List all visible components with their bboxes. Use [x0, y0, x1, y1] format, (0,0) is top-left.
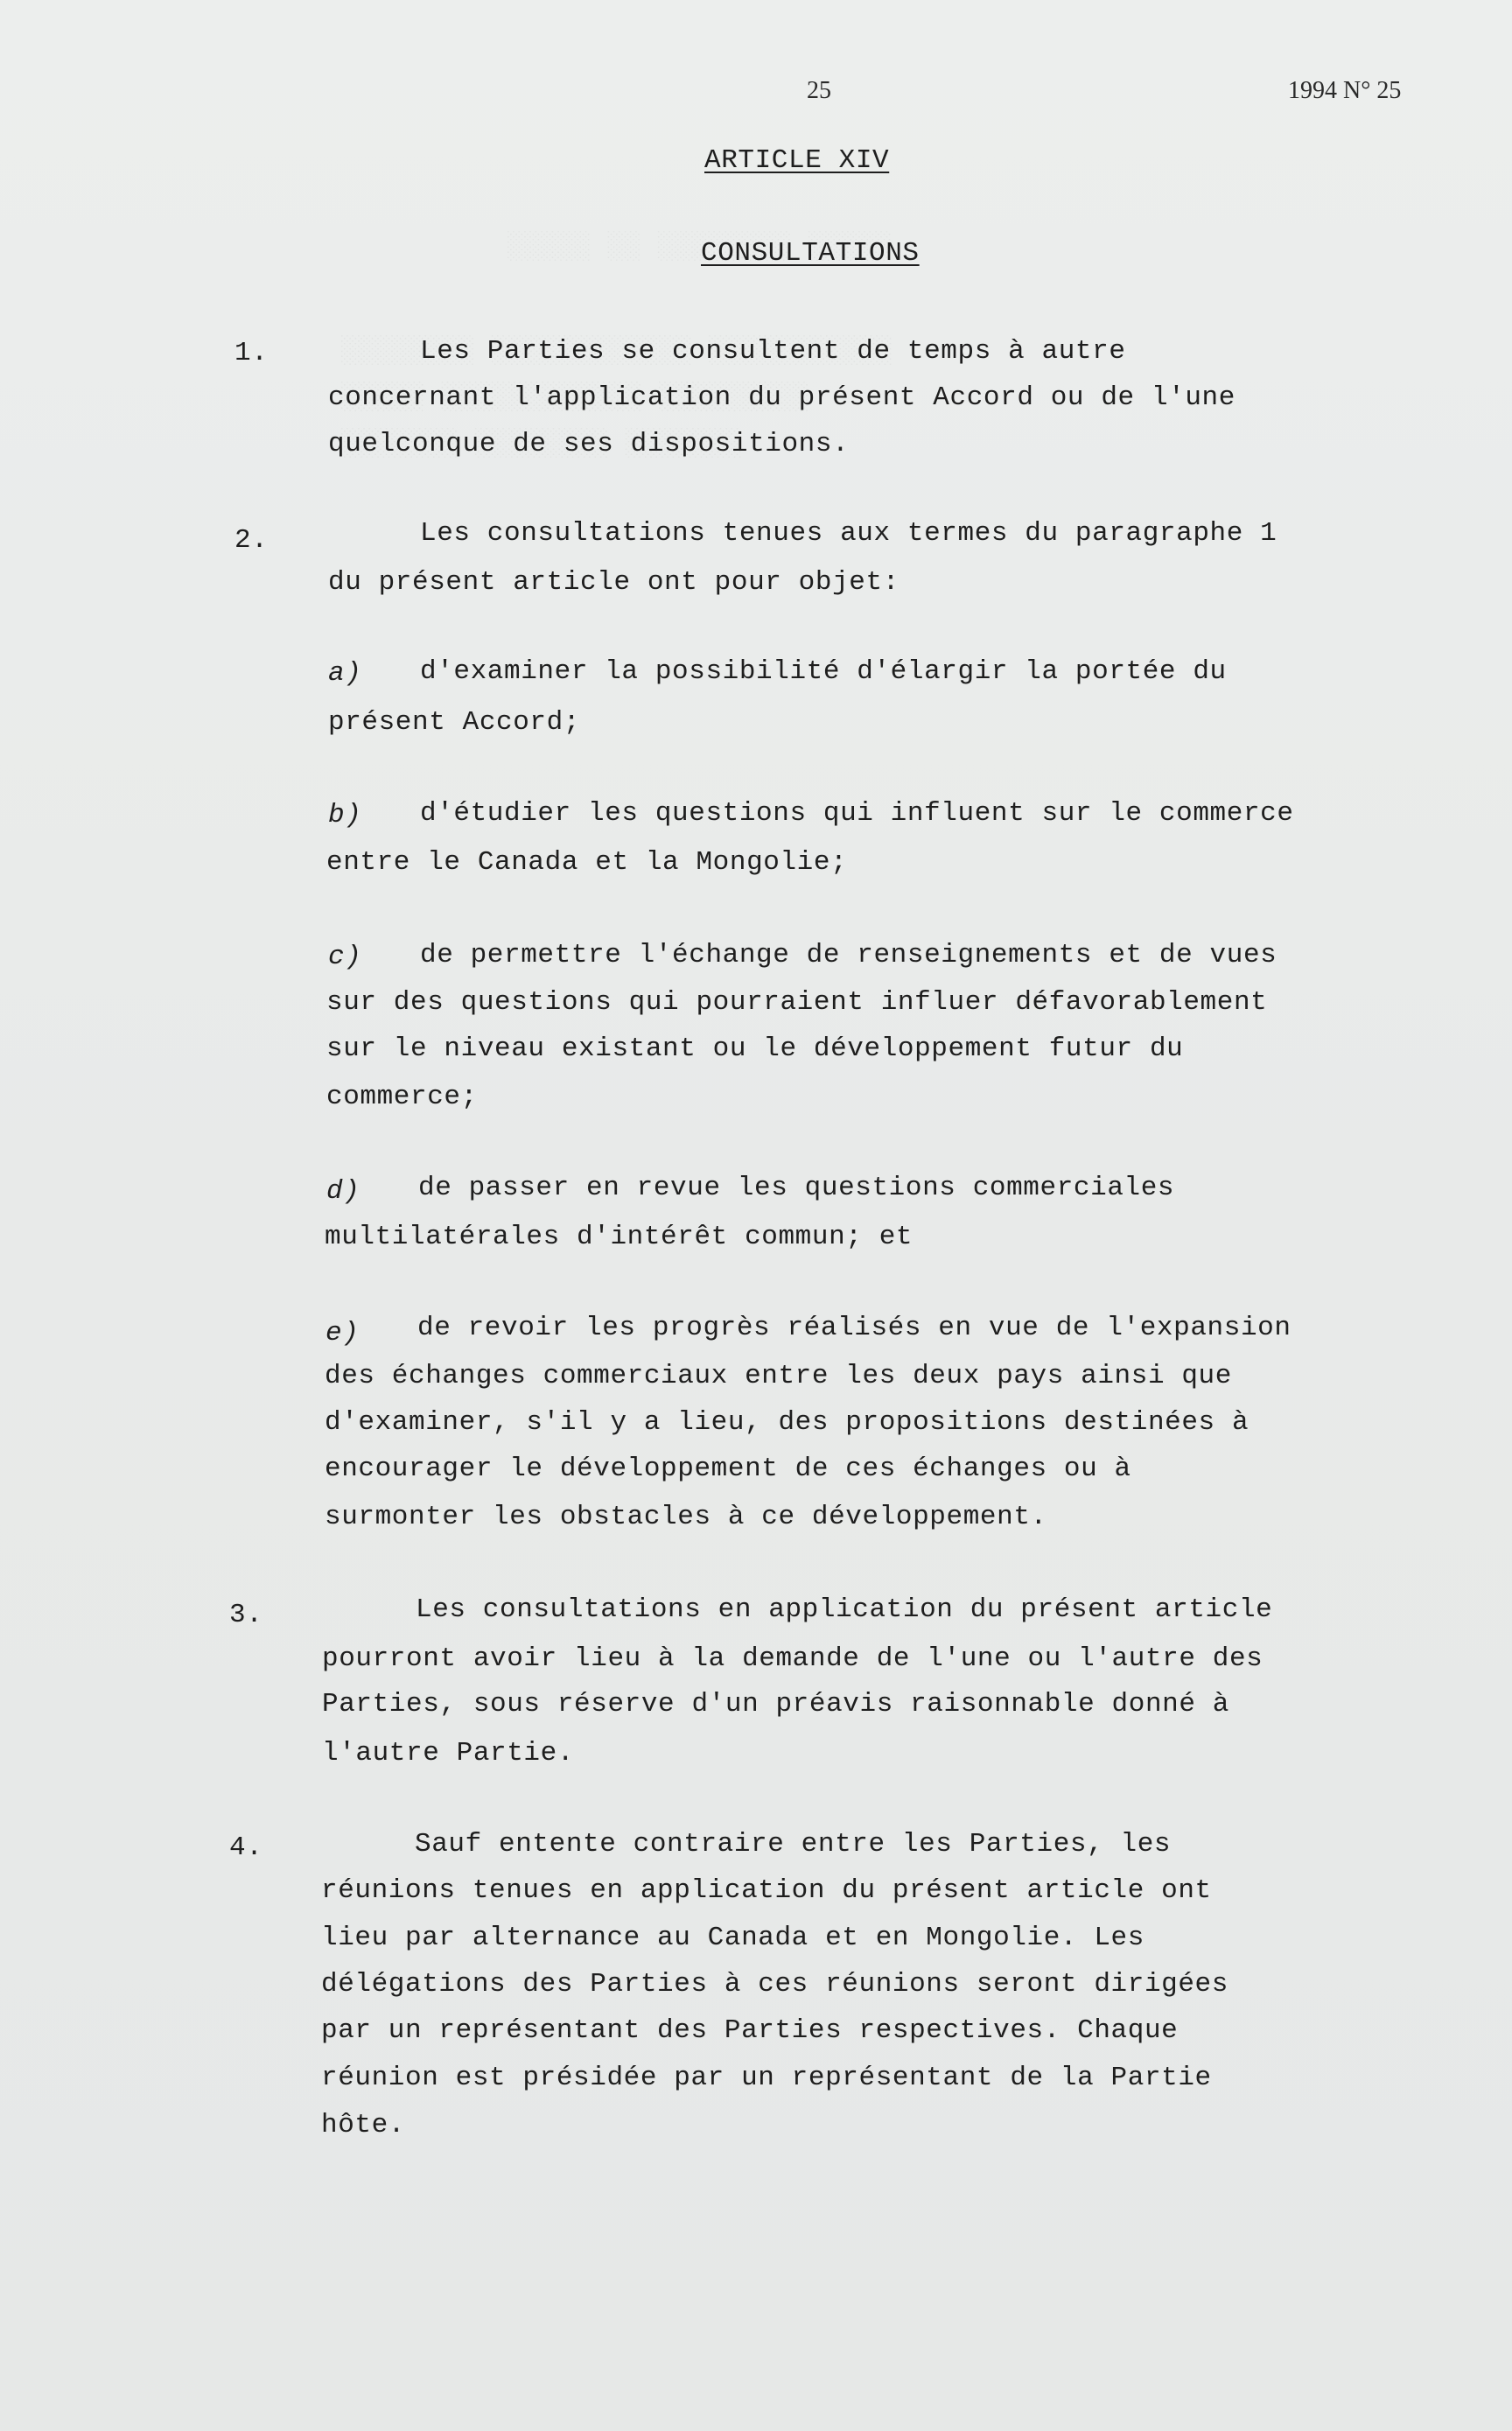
paragraph-line: Sauf entente contraire entre les Parties, les — [415, 1829, 1172, 1860]
paragraph-line: Les Parties se consultent de temps à autre — [420, 336, 1126, 367]
paragraph-line: hôte. — [321, 2110, 406, 2140]
item-line: de passer en revue les questions commerciales — [418, 1173, 1175, 1203]
paragraph-line: réunions tenues en application du présent article ont — [321, 1875, 1212, 1906]
item-letter: e) — [326, 1318, 360, 1349]
paragraph-number: 4. — [229, 1832, 263, 1863]
item-line: présent Accord; — [328, 707, 581, 738]
paragraph-number: 2. — [234, 525, 269, 556]
paragraph-line: du présent article ont pour objet: — [328, 567, 900, 598]
item-line: sur le niveau existant ou le développement futur du — [326, 1033, 1184, 1064]
article-heading: ARTICLE XIV — [704, 145, 890, 176]
paragraph-line: concernant l'application du présent Accord ou de l'une — [328, 382, 1236, 413]
paragraph-line: lieu par alternance au Canada et en Mongolie. Les — [321, 1923, 1144, 1953]
paragraph-line: Les consultations tenues aux termes du paragraphe 1 — [420, 518, 1278, 549]
paragraph-number: 1. — [234, 338, 269, 368]
item-letter: d) — [326, 1176, 360, 1207]
item-line: surmonter les obstacles à ce développement. — [325, 1502, 1047, 1532]
paragraph-line: quelconque de ses dispositions. — [328, 429, 850, 459]
item-line: multilatérales d'intérêt commun; et — [325, 1222, 914, 1252]
item-line: des échanges commerciaux entre les deux pays ainsi que — [325, 1361, 1232, 1391]
paragraph-number: 3. — [229, 1600, 263, 1630]
item-line: commerce; — [326, 1082, 478, 1112]
item-line: encourager le développement de ces échanges ou à — [325, 1454, 1131, 1484]
item-letter: c) — [328, 942, 362, 972]
item-line: de permettre l'échange de renseignements et de vues — [420, 940, 1278, 970]
paragraph-line: Les consultations en application du présent article — [416, 1594, 1273, 1625]
article-subheading: CONSULTATIONS — [701, 238, 920, 269]
item-line: entre le Canada et la Mongolie; — [326, 847, 848, 878]
item-letter: a) — [328, 658, 362, 689]
paragraph-line: délégations des Parties à ces réunions seront dirigées — [321, 1969, 1228, 2000]
paragraph-line: l'autre Partie. — [322, 1738, 575, 1769]
paragraph-line: réunion est présidée par un représentant de la Partie — [321, 2063, 1212, 2093]
page-number: 25 — [807, 77, 831, 104]
paragraph-line: pourront avoir lieu à la demande de l'une ou l'autre des — [322, 1643, 1264, 1674]
item-line: de revoir les progrès réalisés en vue de l'expansion — [417, 1313, 1292, 1343]
item-letter: b) — [328, 800, 362, 830]
item-line: d'examiner la possibilité d'élargir la portée du — [420, 656, 1227, 687]
document-reference: 1994 N° 25 — [1288, 77, 1402, 104]
item-line: d'examiner, s'il y a lieu, des propositions destinées à — [325, 1407, 1250, 1438]
paragraph-line: par un représentant des Parties respectives. Chaque — [321, 2015, 1179, 2046]
paragraph-line: Parties, sous réserve d'un préavis raisonnable donné à — [322, 1689, 1229, 1720]
item-line: d'étudier les questions qui influent sur le commerce — [420, 798, 1294, 829]
item-line: sur des questions qui pourraient influer défavorablement — [326, 987, 1268, 1018]
